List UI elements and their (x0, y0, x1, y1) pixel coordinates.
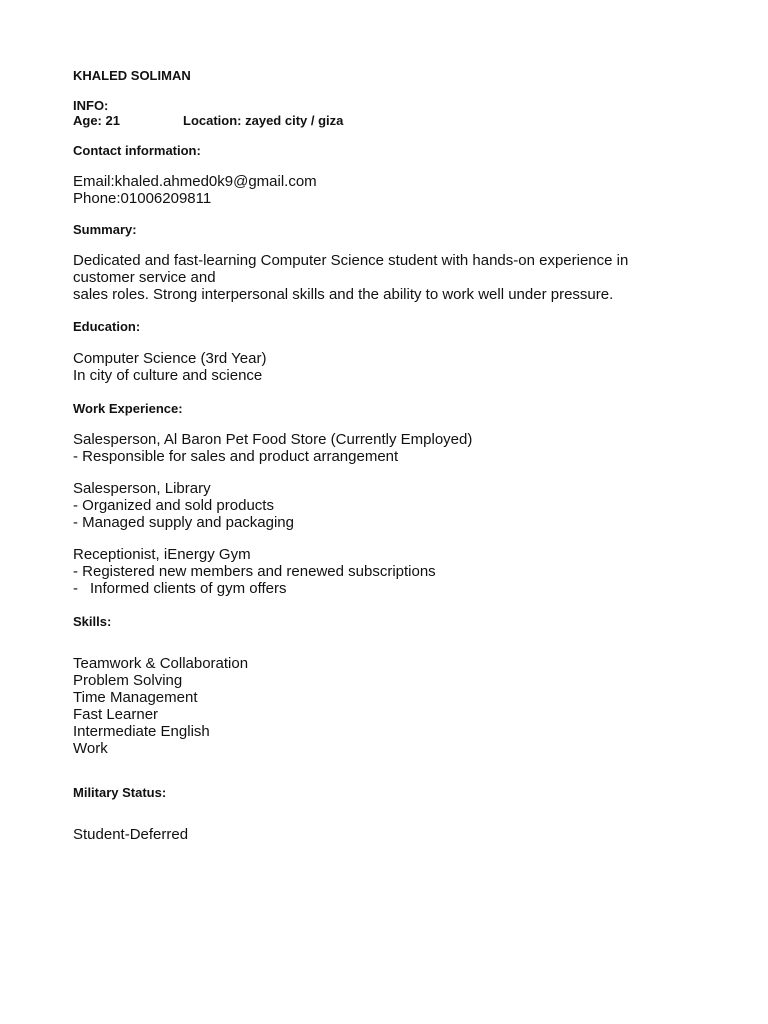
education-line: In city of culture and science (73, 367, 263, 384)
bullet-dash: - (73, 580, 78, 597)
skill-item: Time Management (73, 689, 198, 706)
job-duty (73, 580, 286, 597)
info-age: Age: 21 (73, 113, 120, 128)
education-heading: Education: (73, 319, 141, 334)
job-duty: - Responsible for sales and product arrangement (73, 448, 399, 465)
candidate-name: KHALED SOLIMAN (73, 68, 191, 83)
skill-item: Fast Learner (73, 706, 159, 723)
job-duty-text: Informed clients of gym offers (90, 580, 287, 597)
summary-line: Dedicated and fast-learning Computer Science student with hands-on experience in (73, 252, 629, 269)
summary-line: sales roles. Strong interpersonal skills and the ability to work well under pressure. (73, 286, 614, 303)
work-heading: Work Experience: (73, 401, 183, 416)
job-title: Salesperson, Al Baron Pet Food Store (Currently Employed) (73, 431, 473, 448)
contact-heading: Contact information: (73, 143, 201, 158)
contact-phone: Phone:01006209811 (73, 190, 212, 207)
job-title: Salesperson, Library (73, 480, 211, 497)
job-duty: - Managed supply and packaging (73, 514, 294, 531)
skill-item: Teamwork & Collaboration (73, 655, 249, 672)
skill-item: Intermediate English (73, 723, 210, 740)
military-status: Student-Deferred (73, 826, 189, 843)
info-heading: INFO: (73, 98, 109, 113)
skill-item: Problem Solving (73, 672, 183, 689)
education-line: Computer Science (3rd Year) (73, 350, 267, 367)
info-location: Location: zayed city / giza (183, 113, 344, 128)
job-title: Receptionist, iEnergy Gym (73, 546, 251, 563)
skills-heading: Skills: (73, 614, 112, 629)
job-duty: - Registered new members and renewed subscriptions (73, 563, 436, 580)
skill-item: Work (73, 740, 108, 757)
contact-email: Email:khaled.ahmed0k9@gmail.com (73, 173, 317, 190)
military-heading: Military Status: (73, 785, 167, 800)
summary-heading: Summary: (73, 222, 137, 237)
summary-line: customer service and (73, 269, 216, 286)
job-duty: - Organized and sold products (73, 497, 274, 514)
